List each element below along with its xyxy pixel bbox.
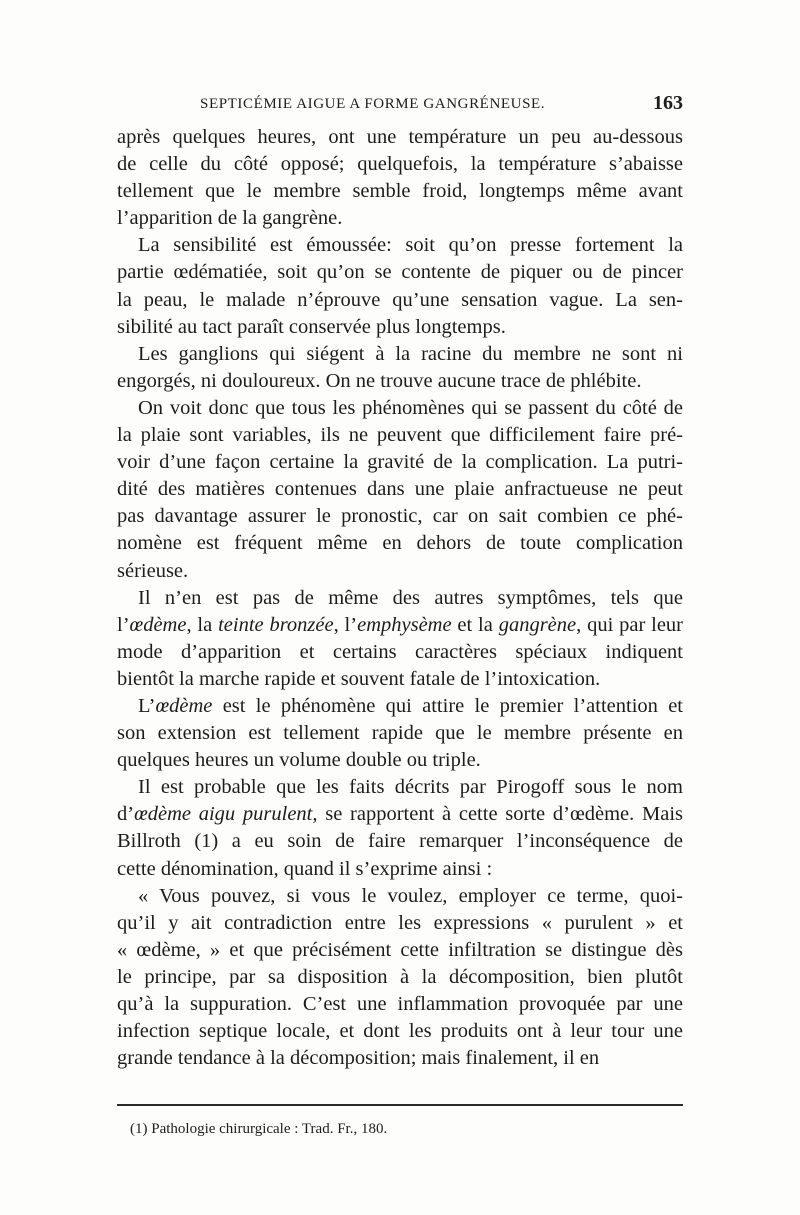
text-line: Les ganglions qui siégent à la racine du membre ne sont ni <box>138 342 683 365</box>
italic-term: teinte bronzée <box>218 613 334 636</box>
text-line: grande tendance à la décomposition; mais finalement, il en <box>117 1047 600 1070</box>
text-line <box>117 801 683 828</box>
text-line: « œdème, » et que précisément cette infiltration se distingue dès <box>117 938 683 961</box>
text-line: partie œdématiée, soit qu’on se contente de piquer ou de pincer <box>117 261 683 284</box>
body-text <box>117 124 683 1072</box>
text-segment: et la <box>451 613 499 636</box>
text-segment: , la <box>186 613 219 636</box>
text-line <box>117 612 683 639</box>
text-line: engorgés, ni douloureux. On ne trouve aucune trace de phlébite. <box>117 369 642 392</box>
text-line: La sensibilité est émoussée: soit qu’on presse fortement la <box>138 234 683 257</box>
text-segment: Il n’en est pas de même des autres symptômes, tels que <box>138 586 683 609</box>
text-line: après quelques heures, ont une température un peu au-dessous <box>117 126 683 148</box>
text-line: mode d’apparition et certains caractères spéciaux indiquent <box>117 640 683 663</box>
text-line: bientôt la marche rapide et souvent fatale de l’intoxication. <box>117 667 601 690</box>
page-header <box>117 92 683 118</box>
text-segment: , qui par leur <box>576 613 684 636</box>
text-line: de celle du côté opposé; quelquefois, la température s’abaisse <box>117 153 683 176</box>
text-line: infection septique locale, et dont les produits ont à leur tour une <box>117 1020 683 1043</box>
text-line: pas davantage assurer le pronostic, car on sait combien ce phé- <box>117 505 683 528</box>
text-line: On voit donc que tous les phénomènes qui se passent du côté de <box>138 396 683 419</box>
italic-term: œdème <box>155 694 213 717</box>
text-line: nomène est fréquent même en dehors de toute complication <box>117 532 683 555</box>
text-line: le principe, par sa disposition à la décomposition, bien plutôt <box>117 965 683 988</box>
text-line: tellement que le membre semble froid, longtemps même avant <box>117 180 683 203</box>
text-line: quelques heures un volume double ou triple. <box>117 749 481 772</box>
text-line <box>117 585 683 612</box>
text-line: qu’il y ait contradiction entre les expressions « purulent » et <box>117 911 683 934</box>
text-segment: , se rapportent à cette sorte d’œdème. Mais <box>312 803 683 826</box>
text-line: sérieuse. <box>117 559 189 582</box>
text-line: voir d’une façon certaine la gravité de la complication. La putri- <box>117 451 683 474</box>
text-line: l’apparition de la gangrène. <box>117 207 343 230</box>
text-segment: l’ <box>117 613 130 636</box>
page-number: 163 <box>653 92 683 114</box>
italic-term: emphysème <box>357 613 452 636</box>
text-line: qu’à la suppuration. C’est une inflammation provoquée par une <box>117 993 683 1015</box>
running-head: SEPTICÉMIE AIGUE A FORME GANGRÉNEUSE. <box>200 96 546 112</box>
text-line: sibilité au tact paraît conservée plus longtemps. <box>117 315 506 338</box>
italic-term: œdème <box>129 613 187 636</box>
footnote-rule <box>117 1104 683 1106</box>
text-line: son extension est tellement rapide que le membre présente en <box>117 722 683 745</box>
italic-term: œdème aigu purulent <box>134 803 313 826</box>
text-line: la peau, le malade n’éprouve qu’une sensation vague. La sen- <box>117 288 683 311</box>
text-line: Il est probable que les faits décrits par Pirogoff sous le nom <box>138 776 683 799</box>
text-line: « Vous pouvez, si vous le voulez, employer ce terme, quoi- <box>138 884 683 907</box>
footnote: (1) Pathologie chirurgicale : Trad. Fr., 180. <box>130 1121 388 1137</box>
text-segment: L’ <box>138 694 156 717</box>
text-line: cette dénomination, quand il s’exprime ainsi : <box>117 857 493 880</box>
text-line: dité des matières contenues dans une plaie anfractueuse ne peut <box>117 478 683 501</box>
text-line <box>117 693 683 720</box>
text-segment: d’ <box>117 803 135 826</box>
text-segment: est le phénomène qui attire le premier l’attention et <box>212 694 683 717</box>
italic-term: gangrène <box>498 613 577 636</box>
text-segment: , l’ <box>333 613 358 636</box>
text-line: Billroth (1) a eu soin de faire remarquer l’inconséquence de <box>117 830 683 853</box>
text-line: la plaie sont variables, ils ne peuvent que difficilement faire pré- <box>117 424 683 447</box>
